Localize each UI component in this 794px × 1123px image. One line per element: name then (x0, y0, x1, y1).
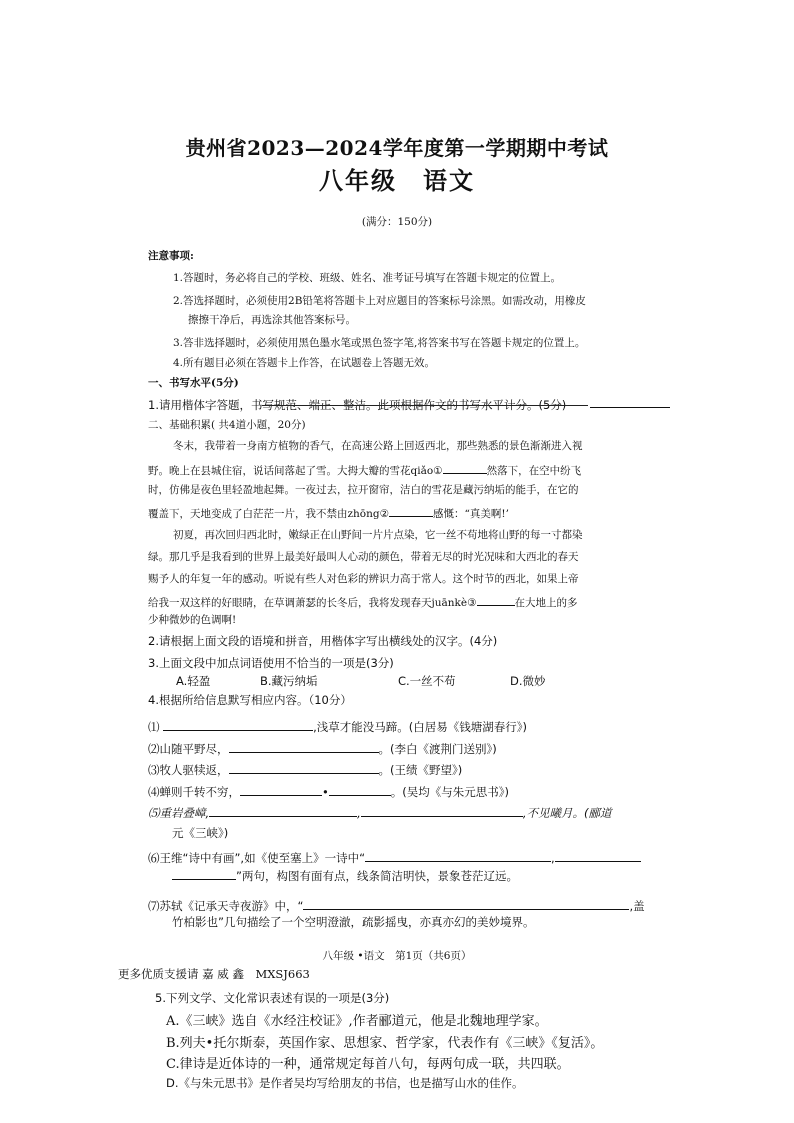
q4-item-6-comma: , (551, 851, 555, 865)
passage2-line3: 赐予人的年复一年的感动。听说有些人对色彩的辨识力高于常人。这个时节的西北，如果上帝 (148, 573, 579, 585)
passage1-line4-a: 覆盖下，天地变成了白茫茫一片，我不禁由zhōng② (148, 508, 390, 520)
q4-blank-4b (329, 782, 391, 796)
blank-3 (477, 592, 515, 606)
promo-line: 更多优质支援请 嘉 威 鑫 MXSJ663 (118, 967, 310, 981)
q4-item-7-head: ⑺苏轼《记承天寺夜游》中，“ (148, 899, 304, 913)
exam-subtitle: 八年级 语文 (319, 166, 475, 195)
passage2-line1: 初夏，再次回归西北时，嫩绿正在山野间一片片点染，它一丝不苟地将山野的每一寸都染 (173, 529, 583, 541)
q4-item-5-comma: , (357, 806, 361, 820)
blank-1 (443, 460, 487, 474)
q4-item-5-head: ⑸重岩叠嶂, (148, 806, 210, 820)
passage1-line1: 冬末，我带着一身南方植物的香气，在高速公路上回返西北，那些熟悉的景色渐渐进入视 (173, 440, 583, 452)
passage1-line4-b: 感慨：“真美啊!’ (433, 508, 509, 520)
q4-item-1-tail: ,浅草才能没马蹄。(白居易《钱塘湖春行》) (313, 720, 528, 734)
q4-item-3 (148, 760, 462, 778)
passage1-line2-a: 野。晚上在县城住宿，说话间落起了雪。大拇大瓣的雪花qiǎo① (148, 465, 443, 477)
q4-blank-2 (229, 739, 379, 753)
q5-option-b: B.列夫•托尔斯泰，英国作家、思想家、哲学家，代表作有《三峡》《复活》。 (166, 1036, 604, 1051)
q4-item-2-head: ⑵山随平野尽， (148, 742, 229, 756)
q4-blank-5b (361, 803, 523, 817)
passage1-line2-b: 然落下，在空中纷飞 (486, 465, 582, 477)
q4-item-4-tail: 。(吴均《与朱元思书》) (390, 785, 510, 799)
q4-blank-5a (209, 803, 357, 817)
q4-item-6-head: ⑹王维“诗中有画”,如《使至塞上》一诗中“ (148, 851, 366, 865)
q4-item-6-line2 (172, 866, 518, 884)
q3-option-d: D.微妙 (510, 674, 546, 688)
q4-item-6-line2-text: ”两句，构图有面有点，线条简洁明快，景象苍茫辽远。 (236, 869, 518, 883)
notice-item-4: 4.所有题目必须在答题卡上作答，在试题卷上答题无效。 (173, 357, 436, 369)
question-5: 5.下列文学、文化常识表述有误的一项是(3分) (155, 991, 390, 1005)
q5-option-d: D.《与朱元思书》是作者吴均写给朋友的书信，也是描写山水的佳作。 (166, 1076, 524, 1090)
q4-item-1 (148, 717, 527, 735)
question-3: 3.上面文段中加点词语使用不恰当的一项是(3分) (148, 656, 394, 670)
q4-item-2-tail: 。(李白《渡荆门送别》) (378, 742, 497, 756)
q4-blank-6a (365, 848, 551, 862)
passage1-line4 (148, 503, 509, 521)
notice-item-3: 3.答非选择题时，必须使用黑色墨水笔或黑色签字笔,将答案书写在答题卡规定的位置上。 (173, 337, 586, 349)
q4-item-5-line2: 元《三峡》) (172, 826, 229, 840)
notice-item-2-cont: 擦擦干净后，再选涂其他答案标号。 (188, 314, 356, 326)
blank-2 (389, 503, 433, 517)
q3-option-c: C.一丝不苟 (398, 674, 456, 688)
score-note: (满分：150分) (361, 216, 433, 228)
q4-item-5-tail: ,不见曦月。(郦道 (522, 806, 612, 820)
passage2-line2: 绿。那几乎是我看到的世界上最美好最叫人心动的颜色，带着无尽的时光况味和大西北的春天 (148, 551, 579, 563)
notice-heading: 注意事项: (148, 250, 194, 262)
q4-blank-3 (229, 760, 379, 774)
q3-option-b: B.藏污纳垢 (260, 674, 318, 688)
q4-item-5 (148, 803, 611, 821)
question-2: 2.请根据上面文段的语境和拼音，用楷体字写出横线处的汉字。(4分) (148, 634, 498, 648)
question-4: 4.根据所给信息默写相应内容。（10分） (148, 693, 352, 707)
q4-item-3-tail: 。(王绩《野望》) (378, 763, 463, 777)
passage1-line3: 时，仿佛是夜色里轻盈地起舞。一夜过去，拉开窗帘，洁白的雪花是藏污纳垢的能手，在它的 (148, 484, 579, 496)
q4-blank-6b (555, 848, 641, 862)
q4-blank-4a (240, 782, 322, 796)
answer-line (590, 407, 670, 408)
q4-item-4-dot: • (322, 785, 329, 799)
q4-item-7-line2: 竹柏影也”几句描绘了一个空明澄澈，疏影摇曳，亦真亦幻的美妙境界。 (172, 915, 535, 929)
page-footer: 八年级 •语文 第1页（共6页） (322, 950, 472, 962)
q4-blank-7 (303, 896, 629, 910)
q5-option-a: A.《三峡》选自《水经注校证》,作者郦道元，他是北魏地理学家。 (166, 1014, 548, 1029)
notice-item-1: 1.答题时，务必将自己的学校、班级、姓名、准考证号填写在答题卡规定的位置上。 (173, 272, 562, 284)
strike-line (262, 405, 588, 406)
exam-title: 贵州省2023—2024学年度第一学期期中考试 (185, 136, 609, 160)
q4-item-3-head: ⑶牧人驱犊返， (148, 763, 229, 777)
notice-item-2: 2.答选择题时，必须使用2B铅笔将答题卡上对应题目的答案标号涂黑。如需改动，用橡皮 (173, 295, 586, 307)
section2-heading: 二、基础积累( 共4道小题，20分) (148, 419, 306, 431)
question-1: 1.请用楷体字答题，书写规范、端正、整洁。此项根据作文的书写水平计分。(5分) (148, 398, 567, 412)
q4-item-2 (148, 739, 497, 757)
passage2-line4-a: 给我一双这样的好眼睛，在草调萧瑟的长冬后，我将发现春天juānkè③ (148, 597, 477, 609)
passage1-line2 (148, 460, 581, 478)
passage2-line4 (148, 592, 578, 610)
section1-heading: 一、书写水平(5分) (148, 377, 239, 389)
q5-option-c: C.律诗是近体诗的一种，通常规定每首八句，每两句成一联，共四联。 (166, 1057, 570, 1072)
q4-item-7 (148, 896, 645, 914)
passage2-line4-b: 在大地上的多 (514, 597, 578, 609)
q4-item-4-head: ⑷蝉则千转不穷， (148, 785, 240, 799)
q4-blank-6c (172, 866, 236, 880)
q4-blank-1 (163, 717, 313, 731)
q3-option-a: A.轻盈 (176, 674, 211, 688)
q4-item-6 (148, 848, 641, 866)
q4-item-7-tail: ,盖 (629, 899, 645, 913)
q4-item-4 (148, 782, 509, 800)
q4-item-1-num: ⑴ (148, 720, 160, 734)
passage2-line5: 少种微妙的色调啊! (148, 614, 237, 626)
